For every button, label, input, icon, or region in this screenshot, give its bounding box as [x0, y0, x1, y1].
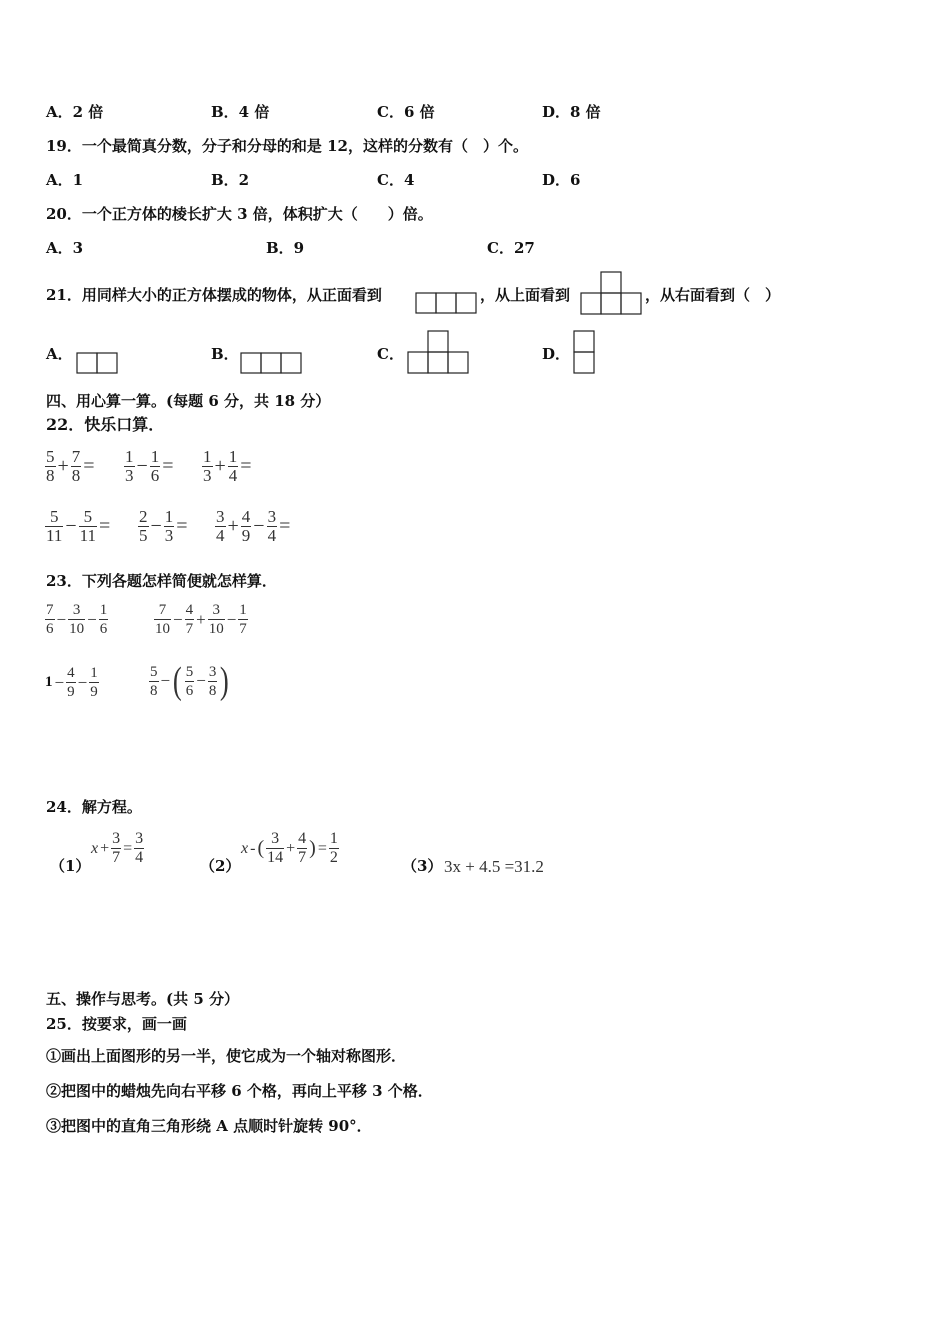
q19-option-d[interactable]: D．6	[542, 171, 581, 189]
q18-option-d[interactable]: D．8 倍	[542, 103, 601, 121]
q19-option-c[interactable]: C．4	[377, 171, 415, 189]
q21-option-d[interactable]: D．	[542, 345, 571, 363]
q22-title: 22．快乐口算．	[46, 415, 165, 434]
q22-expr-6: $\frac{3}{4}$ + $\frac{4}{9}$ − $\frac{3}{4}$ =	[216, 507, 291, 545]
q24-equation-3: 3x + 4.5 =31.2	[444, 857, 544, 876]
q21-option-a[interactable]: A．	[46, 345, 73, 363]
q21-text-b: ，从上面看到	[480, 286, 571, 304]
section5-title: 五、操作与思考。(共 5 分）	[46, 990, 239, 1008]
q21-option-d-figure	[573, 330, 597, 374]
q21-front-view-figure	[415, 292, 479, 314]
q23-expr-3: 1 − $\frac{4}{9}$ − $\frac{1}{9}$	[45, 665, 98, 700]
q22-expr-5: $\frac{2}{5}$ − $\frac{1}{3}$ =	[139, 507, 188, 545]
q22-expr-1: $\frac{5}{8}$ + $\frac{7}{8}$ =	[46, 447, 95, 485]
q24-title: 24．解方程。	[46, 798, 142, 816]
q21-option-c-figure	[407, 330, 471, 374]
q19-option-a[interactable]: A．1	[46, 171, 84, 189]
q25-item-2: ②把图中的蜡烛先向右平移 6 个格，再向上平移 3 个格．	[46, 1082, 433, 1100]
q20-option-b[interactable]: B．9	[266, 239, 305, 257]
q24-label-1: （1）	[50, 857, 91, 875]
q22-expr-2: $\frac{1}{3}$ − $\frac{1}{6}$ =	[125, 447, 174, 485]
q21-text-c: ，从右面看到（ ）	[645, 286, 781, 304]
q22-expr-4: $\frac{5}{11}$ − $\frac{5}{11}$ =	[46, 507, 111, 545]
q24-label-2: （2）	[200, 857, 241, 875]
q19-text: 19．一个最简真分数，分子和分母的和是 12，这样的分数有（ ）个。	[46, 137, 528, 155]
q24-equation-2: x - ( $\frac{3}{14}$ + $\frac{4}{7}$ ) = $\frac{1}{2}$	[241, 830, 338, 866]
q19-option-b[interactable]: B．2	[211, 171, 250, 189]
q24-equation-1: x + $\frac{3}{7}$ = $\frac{3}{4}$	[91, 830, 144, 866]
q25-item-3: ③把图中的直角三角形绕 A 点顺时针旋转 90°．	[46, 1117, 372, 1135]
q25-title: 25．按要求，画一画	[46, 1015, 187, 1033]
q23-expr-1: $\frac{7}{6}$ − $\frac{3}{10}$ − $\frac{1}{6}$	[46, 602, 108, 637]
q20-text: 20．一个正方体的棱长扩大 3 倍，体积扩大（ ）倍。	[46, 205, 433, 223]
q24-label-3: （3）	[402, 857, 443, 875]
q18-option-a[interactable]: A．2 倍	[46, 103, 104, 121]
q23-title: 23．下列各题怎样简便就怎样算．	[46, 572, 277, 590]
q22-expr-3: $\frac{1}{3}$ + $\frac{1}{4}$ =	[203, 447, 252, 485]
q18-option-b[interactable]: B．4 倍	[211, 103, 270, 121]
q20-option-c[interactable]: C．27	[487, 239, 535, 257]
q21-option-c[interactable]: C．	[377, 345, 404, 363]
q21-top-view-figure	[580, 271, 644, 315]
section4-title: 四、用心算一算。(每题 6 分，共 18 分）	[46, 392, 331, 410]
q20-option-a[interactable]: A．3	[46, 239, 84, 257]
q21-option-b-figure	[240, 352, 304, 374]
q23-expr-4: $\frac{5}{8}$ −( $\frac{5}{6}$ − $\frac{3}{8}$ )	[150, 660, 230, 702]
q25-item-1: ①画出上面图形的另一半，使它成为一个轴对称图形．	[46, 1047, 407, 1065]
q21-text-a: 21．用同样大小的正方体摆成的物体，从正面看到	[46, 286, 382, 304]
q21-option-a-figure	[76, 352, 120, 374]
q21-option-b[interactable]: B．	[211, 345, 239, 363]
q23-expr-2: $\frac{7}{10}$ − $\frac{4}{7}$ + $\frac{3}{10}$ − $\frac{1}{7}$	[155, 602, 247, 637]
q18-option-c[interactable]: C．6 倍	[377, 103, 435, 121]
